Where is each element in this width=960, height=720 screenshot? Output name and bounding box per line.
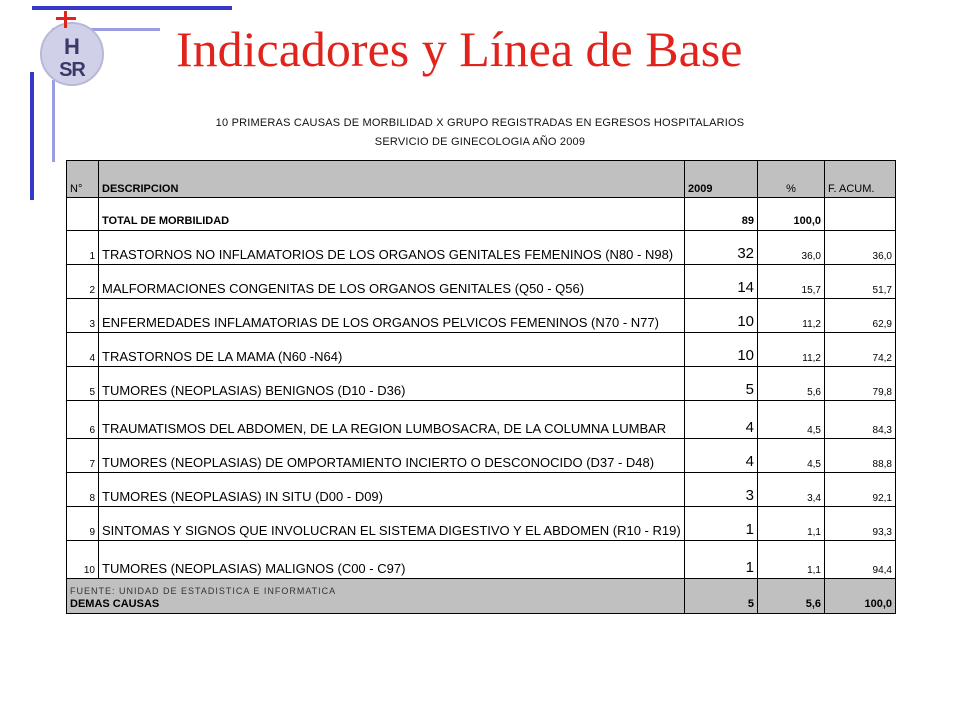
row-description: ENFERMEDADES INFLAMATORIAS DE LOS ORGANOS PELVICOS FEMENINOS (N70 - N77) — [99, 299, 685, 333]
table-caption-line2: SERVICIO DE GINECOLOGIA AÑO 2009 — [374, 136, 586, 148]
table-row — [67, 439, 896, 473]
row-value: 1 — [685, 507, 758, 541]
row-number: 10 — [67, 541, 99, 579]
row-value: 1 — [685, 541, 758, 579]
total-value: 89 — [685, 198, 758, 231]
row-number: 8 — [67, 473, 99, 507]
row-cumulative: 79,8 — [825, 367, 896, 401]
demas-label: DEMAS CAUSAS — [67, 579, 685, 614]
row-percent: 36,0 — [758, 231, 825, 265]
table-row — [67, 507, 896, 541]
row-percent: 4,5 — [758, 401, 825, 439]
row-description: TRAUMATISMOS DEL ABDOMEN, DE LA REGION LUMBOSACRA, DE LA COLUMNA LUMBAR — [99, 401, 685, 439]
row-description: SINTOMAS Y SIGNOS QUE INVOLUCRAN EL SISTEMA DIGESTIVO Y EL ABDOMEN (R10 - R19) — [99, 507, 685, 541]
table-row — [67, 333, 896, 367]
source-note: FUENTE: UNIDAD DE ESTADISTICA E INFORMATICA — [70, 586, 337, 596]
table-row — [67, 265, 896, 299]
row-description: TUMORES (NEOPLASIAS) MALIGNOS (C00 - C97) — [99, 541, 685, 579]
row-value: 3 — [685, 473, 758, 507]
morbidity-table — [66, 160, 896, 614]
row-cumulative: 74,2 — [825, 333, 896, 367]
row-value: 10 — [685, 333, 758, 367]
row-description: TUMORES (NEOPLASIAS) BENIGNOS (D10 - D36) — [99, 367, 685, 401]
row-percent: 11,2 — [758, 299, 825, 333]
header-pct: % — [758, 161, 825, 198]
row-value: 5 — [685, 367, 758, 401]
hospital-logo — [32, 10, 108, 88]
row-percent: 3,4 — [758, 473, 825, 507]
header-num: N° — [67, 161, 99, 198]
row-description: TRASTORNOS DE LA MAMA (N60 -N64) — [99, 333, 685, 367]
total-pct: 100,0 — [758, 198, 825, 231]
table-row — [67, 299, 896, 333]
row-cumulative: 84,3 — [825, 401, 896, 439]
table-row — [67, 541, 896, 579]
table-row — [67, 473, 896, 507]
row-percent: 1,1 — [758, 541, 825, 579]
row-number: 7 — [67, 439, 99, 473]
row-number: 5 — [67, 367, 99, 401]
table-row — [67, 231, 896, 265]
slide-title: Indicadores y Línea de Base — [176, 21, 743, 77]
row-cumulative: 93,3 — [825, 507, 896, 541]
svg-text:SR: SR — [59, 59, 85, 81]
row-cumulative: 94,4 — [825, 541, 896, 579]
row-percent: 11,2 — [758, 333, 825, 367]
total-row — [67, 198, 896, 231]
row-percent: 1,1 — [758, 507, 825, 541]
demas-pct: 5,6 — [758, 579, 825, 614]
header-year: 2009 — [685, 161, 758, 198]
row-value: 4 — [685, 401, 758, 439]
header-acum: F. ACUM. — [825, 161, 896, 198]
row-number: 2 — [67, 265, 99, 299]
header-row — [67, 161, 896, 198]
row-cumulative: 92,1 — [825, 473, 896, 507]
row-number: 9 — [67, 507, 99, 541]
total-label: TOTAL DE MORBILIDAD — [99, 198, 685, 231]
row-percent: 4,5 — [758, 439, 825, 473]
row-percent: 15,7 — [758, 265, 825, 299]
demas-row — [67, 579, 896, 614]
row-description: TUMORES (NEOPLASIAS) IN SITU (D00 - D09) — [99, 473, 685, 507]
row-number: 6 — [67, 401, 99, 439]
row-description: TRASTORNOS NO INFLAMATORIOS DE LOS ORGANOS GENITALES FEMENINOS (N80 - N98) — [99, 231, 685, 265]
row-description: TUMORES (NEOPLASIAS) DE OMPORTAMIENTO INCIERTO O DESCONOCIDO (D37 - D48) — [99, 439, 685, 473]
svg-text:H: H — [64, 34, 80, 59]
table-row — [67, 367, 896, 401]
row-description: MALFORMACIONES CONGENITAS DE LOS ORGANOS GENITALES (Q50 - Q56) — [99, 265, 685, 299]
row-value: 10 — [685, 299, 758, 333]
row-cumulative: 88,8 — [825, 439, 896, 473]
row-value: 32 — [685, 231, 758, 265]
demas-value: 5 — [685, 579, 758, 614]
row-cumulative: 62,9 — [825, 299, 896, 333]
row-value: 14 — [685, 265, 758, 299]
row-cumulative: 36,0 — [825, 231, 896, 265]
row-cumulative: 51,7 — [825, 265, 896, 299]
row-number: 1 — [67, 231, 99, 265]
row-number: 3 — [67, 299, 99, 333]
row-value: 4 — [685, 439, 758, 473]
demas-acum: 100,0 — [825, 579, 896, 614]
table-row — [67, 401, 896, 439]
row-number: 4 — [67, 333, 99, 367]
header-desc: DESCRIPCION — [99, 161, 685, 198]
table-caption-line1: 10 PRIMERAS CAUSAS DE MORBILIDAD X GRUPO REGISTRADAS EN EGRESOS HOSPITALARIOS — [215, 117, 745, 129]
row-percent: 5,6 — [758, 367, 825, 401]
